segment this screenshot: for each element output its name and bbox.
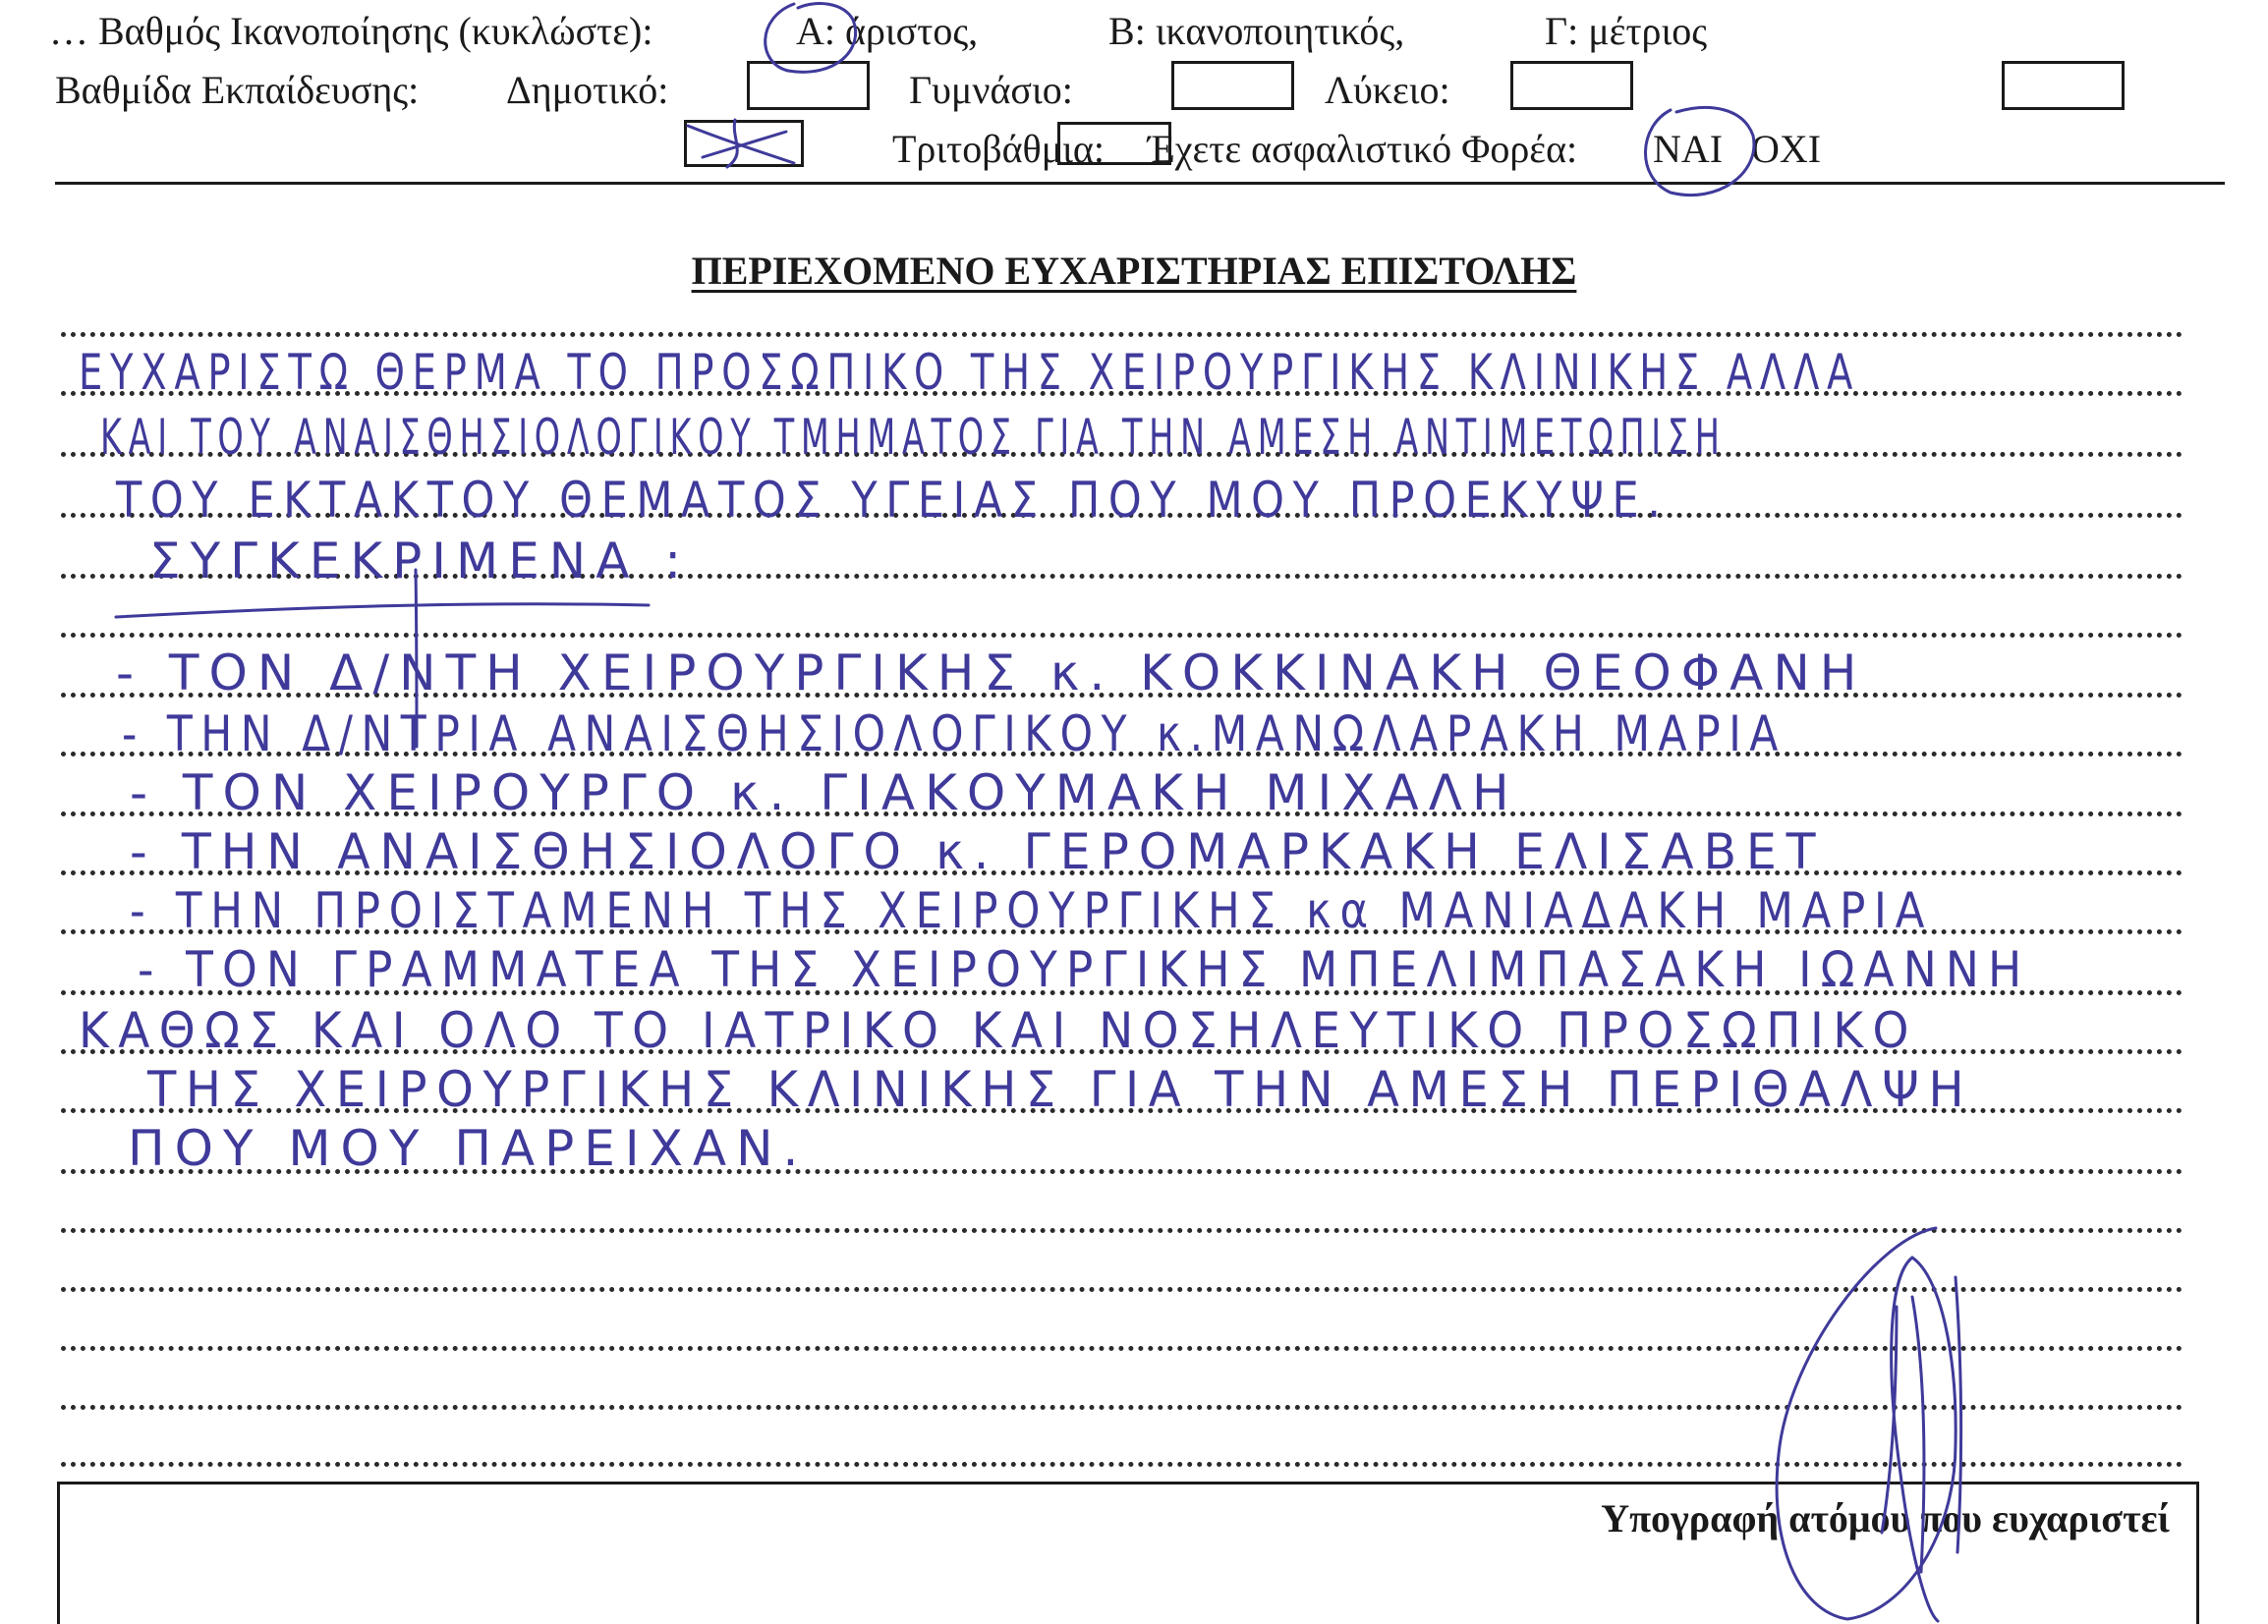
margin-mark [416,570,417,747]
handwritten-line: ΣΥΓΚΕΚΡΙΜΕΝΑ : [149,532,692,589]
insurance-no-option[interactable]: ΟΧΙ [1751,127,1822,171]
rating-a-circle [765,4,856,73]
handwritten-line: ΤΗΣ ΧΕΙΡΟΥΡΓΙΚΗΣ ΚΛΙΝΙΚΗΣ ΓΙΑ ΤΗΝ ΑΜΕΣΗ ΠΕΡΙΘΑΛΨΗ [147,1061,1974,1118]
handwritten-line: - ΤΗΝ ΑΝΑΙΣΘΗΣΙΟΛΟΓΟ κ. ΓΕΡΟΜΑΡΚΑΚΗ ΕΛΙΣΑΒΕΤ [130,823,1826,880]
insurance-question: Έχετε ασφαλιστικό Φορέα: [1148,127,1578,171]
edu-primary-label: Δημοτικό: [506,68,669,112]
satisfaction-label: … Βαθμός Ικανοποίησης (κυκλώστε): [49,9,653,53]
signature-mark [1777,1228,1961,1621]
insurance-yes-option[interactable]: ΝΑΙ [1653,127,1724,171]
handwritten-line: - ΤΗΝ Δ/ΝΤΡΙΑ ΑΝΑΙΣΘΗΣΙΟΛΟΓΙΚΟΥ κ.ΜΑΝΩΛΑΡΑΚΗ ΜΑΡΙΑ [122,705,1786,762]
rating-c-option[interactable]: Γ: μέτριος [1545,9,1708,53]
handwritten-line: ΚΑΘΩΣ ΚΑΙ ΟΛΟ ΤΟ ΙΑΤΡΙΚΟ ΚΑΙ ΝΟΣΗΛΕΥΤΙΚΟ ΠΡΟΣΩΠΙΚΟ [79,1002,1918,1059]
edu-high-label: Λύκειο: [1325,68,1450,112]
handwritten-line: ΤΟΥ ΕΚΤΑΚΤΟΥ ΘΕΜΑΤΟΣ ΥΓΕΙΑΣ ΠΟΥ ΜΟΥ ΠΡΟΕΚΥΨΕ. [116,472,1670,529]
handwritten-line: ΚΑΙ ΤΟΥ ΑΝΑΙΣΘΗΣΙΟΛΟΓΙΚΟΥ ΤΜΗΜΑΤΟΣ ΓΙΑ ΤΗΝ ΑΜΕΣΗ ΑΝΤΙΜΕΤΩΠΙΣΗ [100,409,1727,466]
handwritten-line: ΕΥΧΑΡΙΣΤΩ ΘΕΡΜΑ ΤΟ ΠΡΟΣΩΠΙΚΟ ΤΗΣ ΧΕΙΡΟΥΡΓΙΚΗΣ ΚΛΙΝΙΚΗΣ ΑΛΛΑ [79,344,1861,401]
rating-b-option[interactable]: Β: ικανοποιητικός, [1108,9,1405,53]
edu-middle-label: Γυμνάσιο: [909,68,1073,112]
tertiary-x-mark [688,120,794,167]
insurance-yes-circle [1645,107,1753,195]
section-title: ΠΕΡΙΕΧΟΜΕΝΟ ΕΥΧΑΡΙΣΤΗΡΙΑΣ ΕΠΙΣΤΟΛΗΣ [691,249,1577,293]
education-label: Βαθμίδα Εκπαίδευσης: [55,68,420,112]
handwritten-line: - ΤΗΝ ΠΡΟΙΣΤΑΜΕΝΗ ΤΗΣ ΧΕΙΡΟΥΡΓΙΚΗΣ κα ΜΑΝΙΑΔΑΚΗ ΜΑΡΙΑ [130,882,1934,939]
handwritten-line: - ΤΟΝ ΓΡΑΜΜΑΤΕΑ ΤΗΣ ΧΕΙΡΟΥΡΓΙΚΗΣ ΜΠΕΛΙΜΠΑΣΑΚΗ ΙΩΑΝΝΗ [138,941,2031,998]
rating-a-option[interactable]: Α: άριστος, [796,9,979,53]
handwritten-line: - ΤΟΝ ΧΕΙΡΟΥΡΓΟ κ. ΓΙΑΚΟΥΜΑΚΗ ΜΙΧΑΛΗ [130,764,1519,821]
signature-label: Υπογραφή ατόμου που ευχαριστεί [1601,1496,2170,1540]
edu-tertiary-label: Τριτοβάθμια: [892,127,1105,171]
handwritten-line: ΠΟΥ ΜΟΥ ΠΑΡΕΙΧΑΝ. [128,1120,809,1177]
underline-specifically [116,604,649,617]
handwritten-line: - ΤΟΝ Δ/ΝΤΗ ΧΕΙΡΟΥΡΓΙΚΗΣ κ. ΚΟΚΚΙΝΑΚΗ ΘΕΟΦΑΝΗ [116,644,1867,701]
